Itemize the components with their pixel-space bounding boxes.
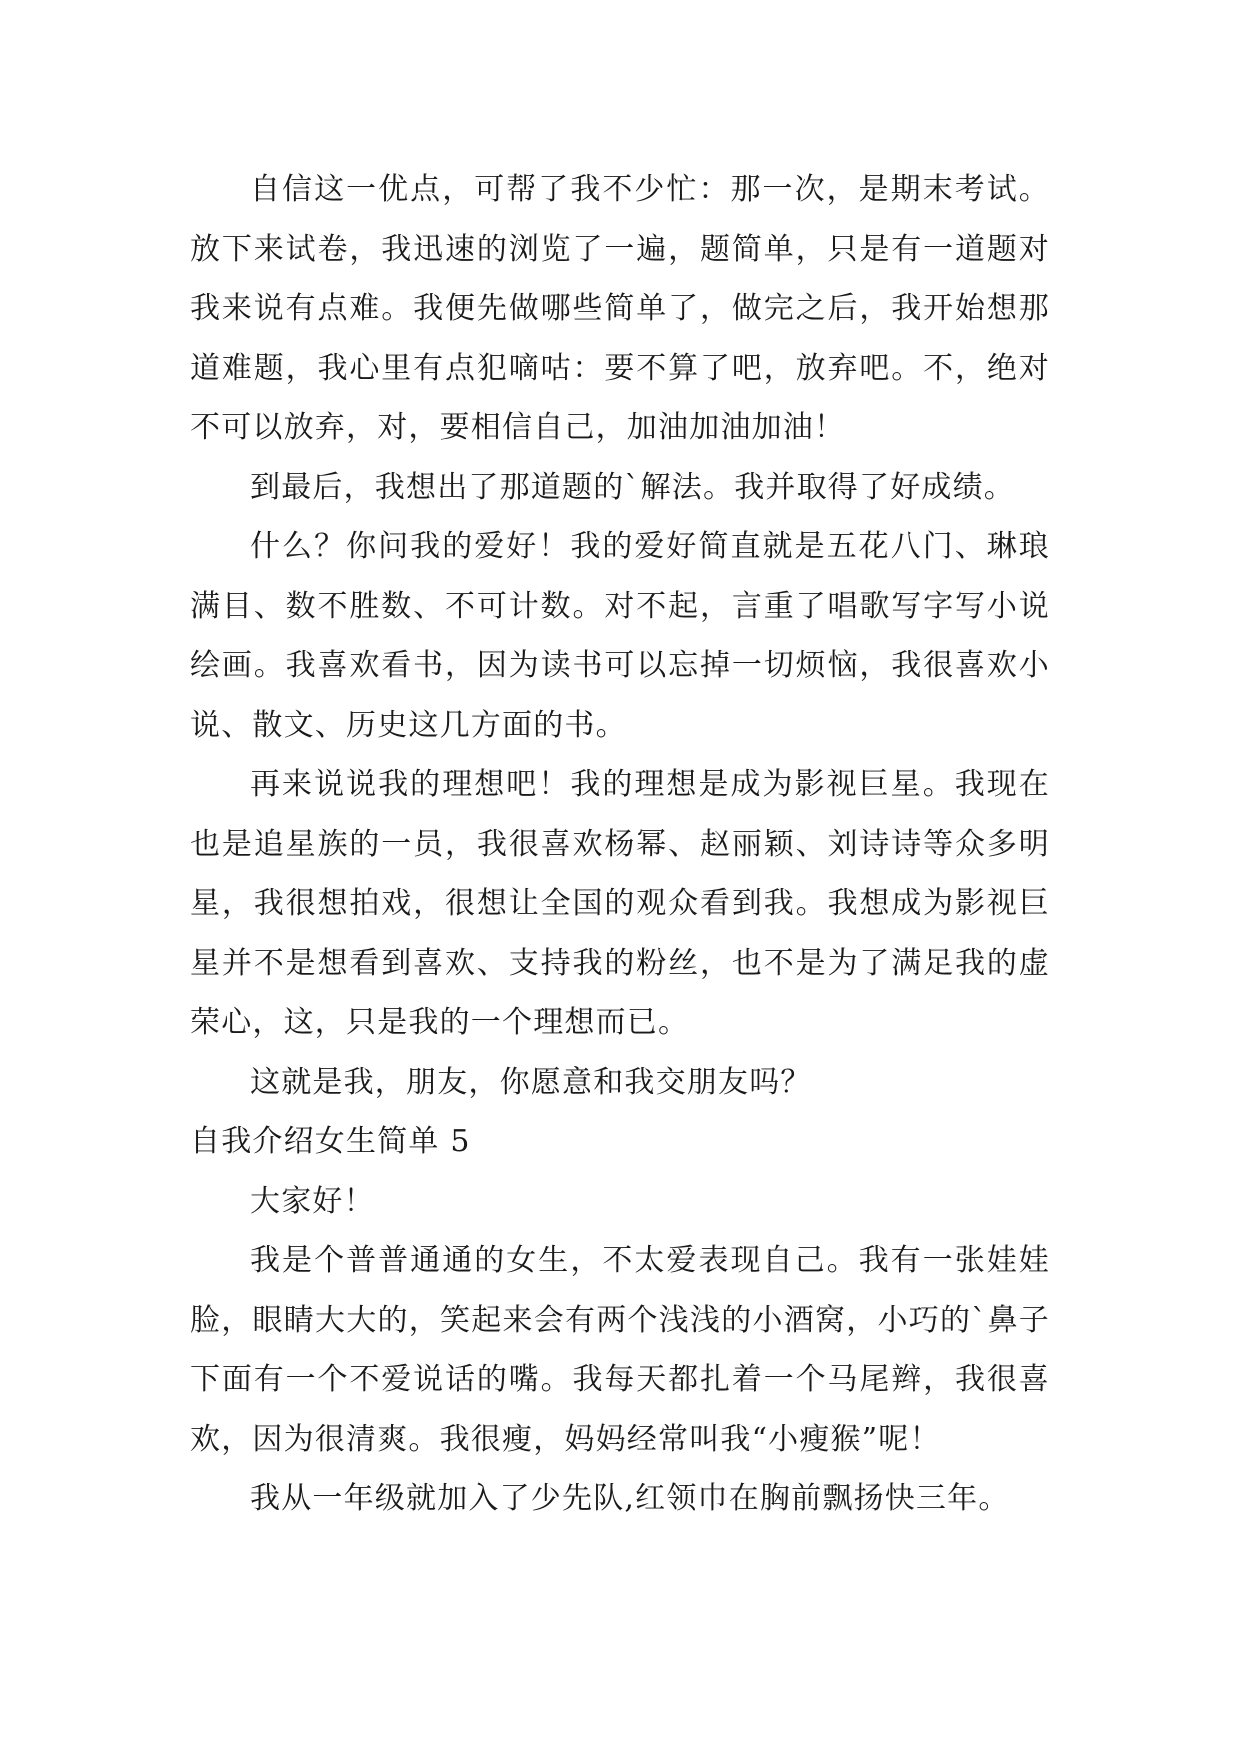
paragraph-pioneers: 我从一年级就加入了少先队,红领巾在胸前飘扬快三年。 — [250, 1481, 1010, 1516]
section-heading: 自我介绍女生简单 5 — [190, 1124, 471, 1159]
paragraph-hobbies: 什么？你问我的爱好！我的爱好简直就是五花八门、琳琅满目、数不胜数、不可计数。对不起，言重了唱歌写字写小说绘画。我喜欢看书，因为读书可以忘掉一切烦恼，我很喜欢小说、散文、历史这几方面的书。 — [190, 529, 1050, 743]
paragraph-result: 到最后，我想出了那道题的`解法。我并取得了好成绩。 — [250, 469, 1015, 505]
paragraph-dream: 再来说说我的理想吧！我的理想是成为影视巨星。我现在也是追星族的一员，我很喜欢杨幂、赵丽颖、刘诗诗等众多明星，我很想拍戏，很想让全国的观众看到我。我想成为影视巨星并不是想看到喜欢、支持我的粉丝，也不是为了满足我的虚荣心，这，只是我的一个理想而已。 — [190, 767, 1050, 1040]
document-page — [190, 160, 1050, 1529]
paragraph-greeting: 大家好！ — [250, 1183, 375, 1219]
paragraph-friend: 这就是我，朋友，你愿意和我交朋友吗？ — [250, 1064, 812, 1100]
paragraph-appearance: 我是个普普通通的女生，不太爱表现自己。我有一张娃娃脸，眼睛大大的，笑起来会有两个浅浅的小酒窝，小巧的`鼻子下面有一个不爱说话的嘴。我每天都扎着一个马尾辫，我很喜欢，因为很清爽。我很瘦，妈妈经常叫我“小瘦猴”呢！ — [190, 1243, 1050, 1457]
paragraph-exam: 自信这一优点，可帮了我不少忙：那一次，是期末考试。放下来试卷，我迅速的浏览了一遍，题简单，只是有一道题对我来说有点难。我便先做哪些简单了，做完之后，我开始想那道难题，我心里有点犯嘀咕：要不算了吧，放弃吧。不，绝对不可以放弃，对，要相信自己，加油加油加油！ — [190, 172, 1050, 445]
